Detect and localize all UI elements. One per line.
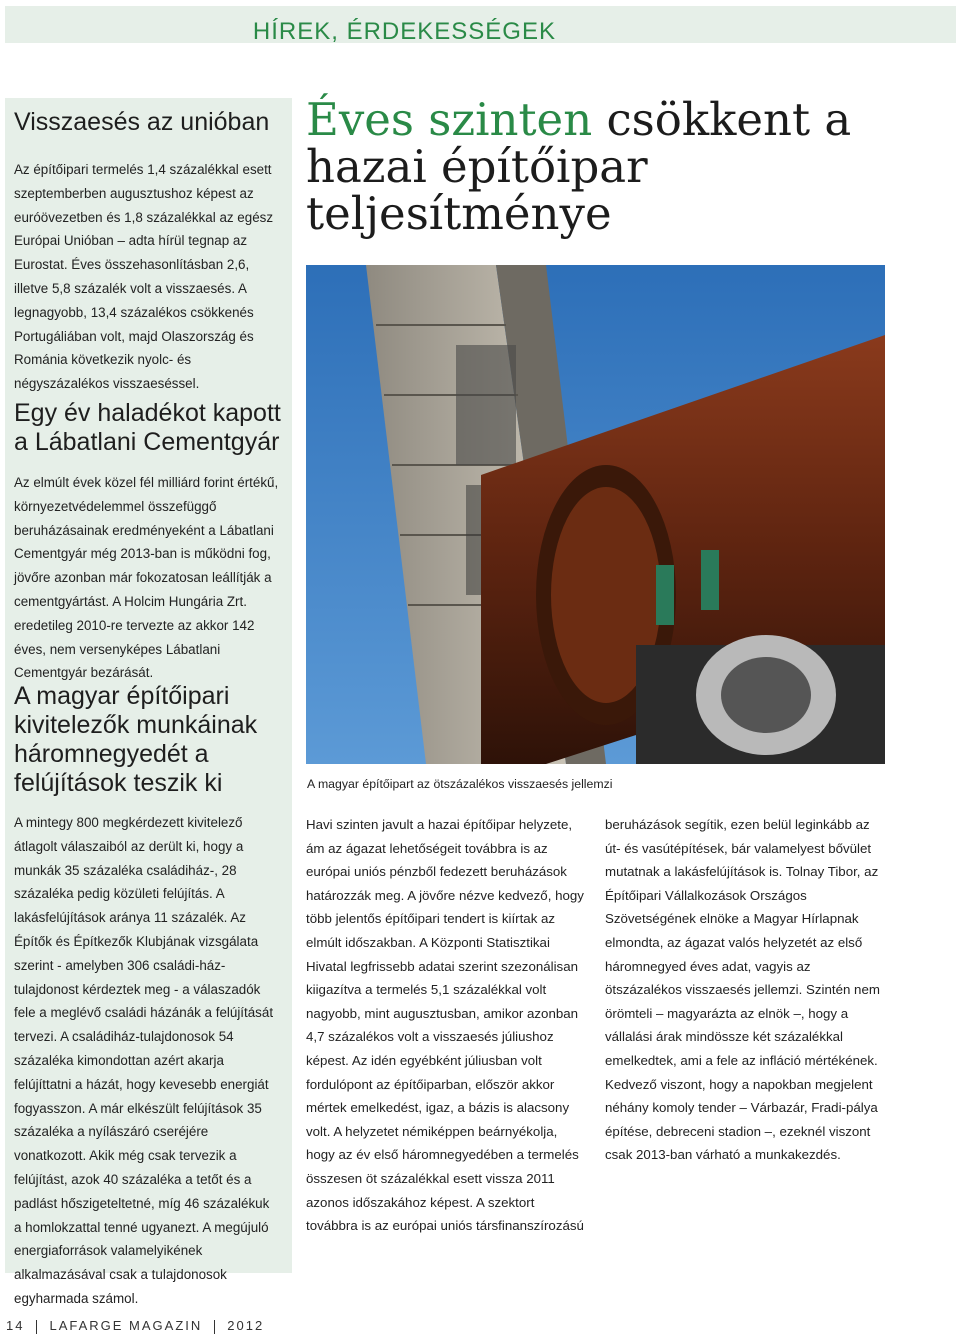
section-header-bar <box>5 6 956 43</box>
cement-plant-photo <box>306 265 885 764</box>
article-column-2: beruházások segítik, ezen belül leginkább az út- és vasútépítések, bár valamelyest bővület mutatnak a lakásfelújítások is. Tolnay Tibor, az Építőipari Vállalkozások Országos Szövetségének elnöke a Magyar Hírlapnak elmondta, az ágazat valós helyzetét az első háromnegyed éves adat, vagyis az ötszázalékos visszaesés jellemzi. Szintén nem örömteli – magyarázta az elnök –, hogy a vállalási árak mindössze két százalékkal emelkedtek, ami a fele az infláció mértékének. Kedvező viszont, hogy a napokban megjelent néhány komoly tender – Várbazár, Fradi-pálya építése, debreceni stadion –, ezeknél viszont csak 2013-ban várható a munkakezdés. <box>605 817 880 1163</box>
article-title-rest: csökkent a hazai építőipar teljesítménye <box>306 93 852 240</box>
sidebar-heading-3: A magyar építőipari kivitelezők munkáinak háromnegyedét a felújítások teszik ki <box>14 682 258 797</box>
footer-divider <box>36 1320 37 1334</box>
article-title <box>306 93 946 240</box>
sidebar-body-3: A mintegy 800 megkérdezett kivitelező átlagolt válaszaiból az derült ki, hogy a munkák 35 százaléka családiház-, 28 százaléka pedig közületi felújítás. A lakásfelújítások aránya 11 százalék. Az Építők és Építkezők Klubjának vizsgálata szerint - amelyben 306 családi-ház-tulajdonost kérdeztek meg - a válaszadók fele a meglévő családi házánák a felújítását tervezi. A családiház-tulajdonosok 54 százaléka kimondottan azért akarja felújíttatni a házát, hogy kevesebb energiát fogyasszon. A már elkészült felújítások 35 százaléka a nyílászáró cseréjére vonatkozott. Akik még csak tervezik a felújítást, azok 40 százaléka a tetőt és a padlást hőszigeteltetné, míg 46 százalékuk a homlokzattal tenné ugyanezt. A megújuló energiaforrások valamelyikének alkalmazásával csak a tulajdonosok egyharmada számol. <box>14 815 274 1306</box>
sidebar-heading-2: Egy év haladékot kapott a Lábatlani Cementgyár <box>14 399 281 456</box>
issue-year: 2012 <box>227 1318 265 1333</box>
page-footer <box>6 1318 264 1334</box>
section-label: HÍREK, ÉRDEKESSÉGEK <box>252 18 556 45</box>
page-number: 14 <box>6 1318 25 1333</box>
sidebar-body-1: Az építőipari termelés 1,4 százalékkal esett szeptemberben augusztushoz képest az euróövezetben és 1,8 százalékkal az egész Európai Unióban – adta hírül tegnap az Eurostat. Éves összehasonlításban 2,6, illetve 5,8 százalék volt a visszaesés. A legnagyobb, 13,4 százalékos csökkenés Portugáliában volt, majd Olaszország és Románia következik nyolc- és négyszázalékos visszaeséssel. <box>14 162 274 392</box>
article-column-1: Havi szinten javult a hazai építőipar helyzete, ám az ágazat lehetőségeit továbbra is az európai uniós pénzből fedezett beruházások határozzák meg. A jövőre nézve kedvező, hogy több jelentős építőipari tendert is kiírtak az elmúlt időszakban. A Központi Statisztikai Hivatal legfrissebb adatai szerint szezonálisan kiigazítva a termelés 5,1 százalékkal volt nagyobb, mint augusztusban, amikor azonban 4,7 százalékos volt a visszaesés júliushoz képest. Az idén egyébként júliusban volt fordulópont az építőiparban, először akkor mértek emelkedést, igaz, a bázis is alacsony volt. A helyzetet némiképpen beárnyékolja, hogy az év első háromnegyedében a termelés összesen öt százalékkal esett vissza 2011 azonos időszakához képest. A szektort továbbra is az európai uniós társfinanszírozású <box>306 817 584 1234</box>
article-title-accent: Éves szinten <box>306 93 593 146</box>
photo-caption: A magyar építőipart az ötszázalékos visszaesés jellemzi <box>307 777 613 791</box>
sidebar-body-2: Az elmúlt évek közel fél milliárd forint értékű, környezetvédelemmel összefüggő beruházásainak eredményeként a Lábatlani Cementgyár még 2013-ban is működni fog, jövőre azonban már fokozatosan leállítják a cementgyártást. A Holcim Hungária Zrt. eredetileg 2010-re tervezte az akkor 142 éves, nem versenyképes Lábatlani Cementgyár bezárását. <box>14 475 279 681</box>
sidebar-heading-1: Visszaesés az unióban <box>14 108 270 136</box>
magazine-name: LAFARGE MAGAZIN <box>49 1318 203 1333</box>
footer-divider <box>214 1320 215 1334</box>
